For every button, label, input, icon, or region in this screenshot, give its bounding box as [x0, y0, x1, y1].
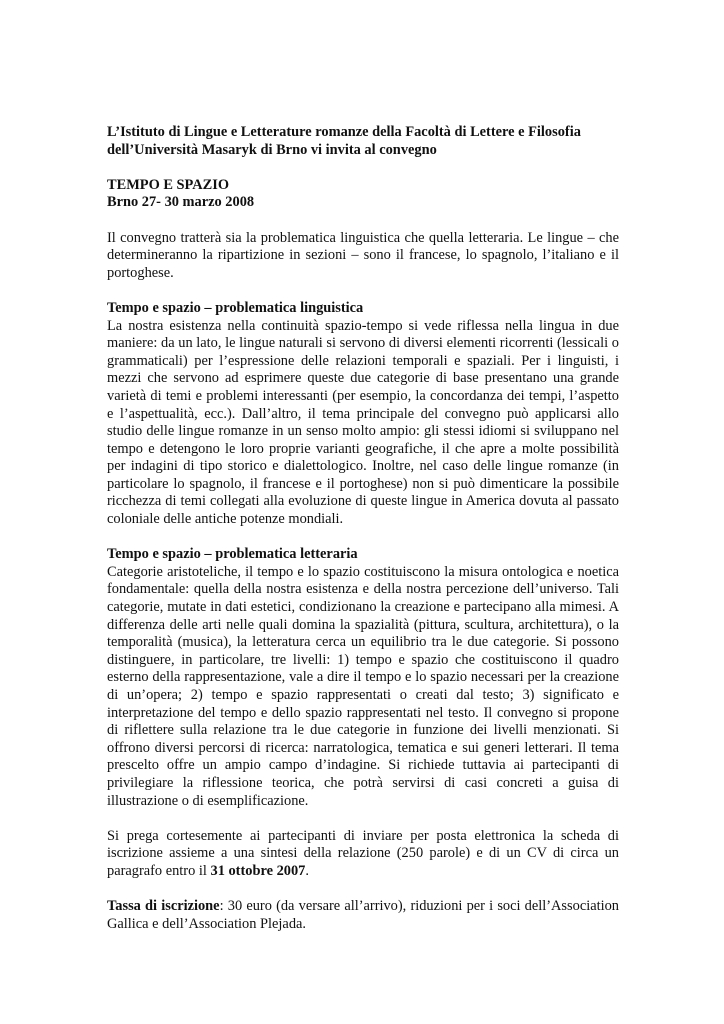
fee-label: Tassa di iscrizione: [107, 898, 220, 915]
linguistic-paragraph: La nostra esistenza nella continuità spazio-tempo si vede riflessa nella lingua in due maniere: da un lato, le lingue naturali si servono di diversi elementi ricorrenti (lessicali o grammaticali) per l’espressione delle relazioni temporali e spaziali. Per i linguisti, i mezzi che servono ad esprimere queste due categorie di base presentano una grande varietà di temi e problemi interessanti (per esempio, la concordanza dei tempi, l’aspetto e l’aspettualità, ecc.). Dall’altro, il tema principale del convegno può applicarsi allo studio delle lingue romanze in un senso molto ampio: gli stessi idiomi si sviluppano nel tempo e detengono le loro proprie varianti geografiche, il che apre a molte possibilità per indagini di tipo storico e dialettologico. Inoltre, nel caso delle lingue romanze (in particolare lo spagnolo, il francese e il portoghese) non si può dimenticare la possibile ricchezza di temi collegati alla evoluzione di queste lingue in America dovuta al passato coloniale delle antiche potenze mondiali.: [107, 317, 619, 528]
literary-heading: Tempo e spazio – problematica letteraria: [107, 546, 358, 563]
submission-paragraph: [107, 828, 619, 881]
overview-paragraph: Il convegno tratterà sia la problematica linguistica che quella letteraria. Le lingue – che determineranno la ripartizione in sezioni – sono il francese, lo spagnolo, l’italiano e il portoghese.: [107, 229, 619, 281]
literary-paragraph: Categorie aristoteliche, il tempo e lo spazio costituiscono la misura ontologica e noetica fondamentale: quella della nostra esistenza e della nostra percezione dell’universo. Tali categorie, mutate in dati estetici, condizionano la creazione e partecipano alla mimesi. A differenza delle arti nelle quali domina la spazialità (pittura, scultura, architettura), o la temporalità (musica), la letteratura cerca un equilibrio tra le due categorie. Si possono distinguere, in particolare, tre livelli: 1) tempo e spazio che costituiscono il quadro esterno della rappresentazione, vale a dire il tempo e lo spazio necessari per la creazione di un’opera; 2) tempo e spazio rappresentati o creati dal testo; 3) significato e interpretazione del tempo e dello spazio rappresentati nel testo. Il convegno si propone di riflettere sulla relazione tra le due categorie in funzione dei livelli menzionati. Si offrono diversi percorsi di ricerca: narratologica, tematica e sui generi letterari. Il tema prescelto offre un ampio campo d’indagine. Si richiede tuttavia ai partecipanti di privilegiare la riflessione teorica, che potrà servirsi di casi concreti a guisa di illustrazione o di esemplificazione.: [107, 563, 619, 809]
conference-title: TEMPO E SPAZIO: [107, 176, 230, 193]
document-page: [107, 124, 619, 933]
linguistic-heading: Tempo e spazio – problematica linguistica: [107, 299, 364, 316]
submission-text: Si prega cortesemente ai partecipanti di inviare per posta elettronica la scheda di iscrizione assieme a una sintesi della relazione (250 parole) e di un CV di circa un paragrafo entro il: [107, 827, 619, 879]
conference-header: [107, 177, 619, 212]
intro-line-2: dell’Università Masaryk di Brno vi invita al convegno: [107, 141, 437, 158]
fee-paragraph: [107, 898, 619, 933]
submission-end: .: [305, 862, 309, 879]
fee-text: : 30 euro (da versare all’arrivo), riduzioni per i soci dell’Association Gallica e dell’Association Plejada.: [107, 898, 619, 932]
submission-deadline: 31 ottobre 2007: [210, 862, 306, 879]
intro-line-1: L’Istituto di Lingue e Letterature romanze della Facoltà di Lettere e Filosofia: [107, 124, 581, 140]
invitation-header: [107, 124, 619, 159]
conference-dates: Brno 27- 30 marzo 2008: [107, 194, 255, 211]
